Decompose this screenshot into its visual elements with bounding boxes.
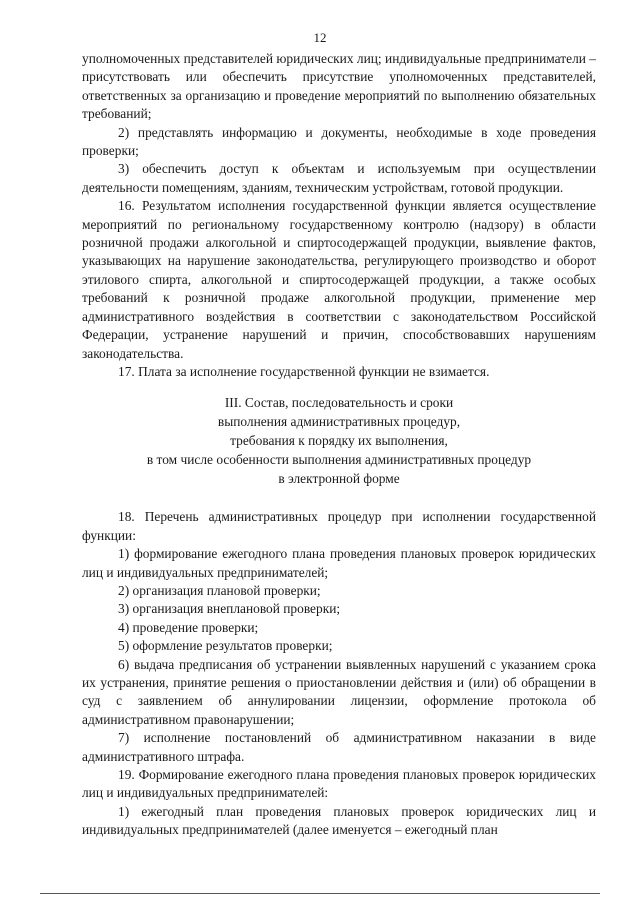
paragraph: уполномоченных представителей юридических лиц; индивидуальные предприниматели – присутствовать или обеспечить присутствие уполномоченных представителей, ответственных за организацию и проведение мероприятий по выполнению обязательных требований; — [82, 51, 596, 122]
paragraphs-after-heading — [82, 508, 596, 839]
page-number: 12 — [313, 30, 327, 45]
paragraph: 2) представлять информацию и документы, необходимые в ходе проведения проверки; — [82, 124, 596, 159]
paragraph: 3) организация внеплановой проверки; — [118, 601, 341, 617]
paragraphs-before-heading — [82, 50, 596, 381]
paragraph: 1) ежегодный план проведения плановых проверок юридических лиц и индивидуальных предпринимателей (далее именуется – ежегодный план — [82, 803, 596, 838]
paragraph: 3) обеспечить доступ к объектам и используемым при осуществлении деятельности помещениям, зданиям, техническим устройствам, готовой продукции. — [82, 161, 596, 195]
paragraph: 16. Результатом исполнения государственной функции является осуществление мероприятий по региональному государственному контролю (надзору) в области розничной продажи алкогольной и спиртосодержащей продукции, выявление фактов, указывающих на нарушение законодательства, регулирующего производство и оборот этилового спирта, алкогольной и спиртосодержащей продукции, а также особых требований к розничной продаже алкогольной продукции, применение мер административного воздействия в соответствии с законодательством Российской Федерации, устранение нарушений и причин, способствовавших нарушениям законодательства. — [82, 198, 596, 361]
section-heading-line: в электронной форме — [278, 471, 400, 487]
paragraph: 4) проведение проверки; — [118, 619, 259, 635]
paragraph: 7) исполнение постановлений об административном наказании в виде административного штрафа. — [82, 730, 596, 764]
section-heading-line: в том числе особенности выполнения административных процедур — [146, 452, 532, 468]
paragraph: 6) выдача предписания об устранении выявленных нарушений с указанием срока их устранения, принятие решения о приостановлении действия и (или) об обращении в суд с заявлением об аннулировании лицензии, оформление протокола об административном правонарушении; — [82, 656, 596, 727]
paragraph: 18. Перечень административных процедур при исполнении государственной функции: — [82, 509, 596, 543]
section-heading-line: III. Состав, последовательность и сроки — [224, 395, 454, 411]
section-heading-line: выполнения административных процедур, — [217, 414, 461, 430]
section-heading-line: требования к порядку их выполнения, — [230, 433, 448, 449]
document-body — [82, 50, 596, 840]
section-heading — [82, 393, 596, 488]
paragraph: 1) формирование ежегодного плана проведения плановых проверок юридических лиц и индивидуальных предпринимателей; — [82, 546, 596, 580]
paragraph: 19. Формирование ежегодного плана проведения плановых проверок юридических лиц и индивидуальных предпринимателей: — [82, 767, 596, 801]
paragraph: 17. Плата за исполнение государственной функции не взимается. — [118, 363, 490, 379]
paragraph: 5) оформление результатов проверки; — [118, 638, 333, 654]
page-bottom-rule — [40, 893, 600, 894]
paragraph: 2) организация плановой проверки; — [118, 582, 321, 598]
